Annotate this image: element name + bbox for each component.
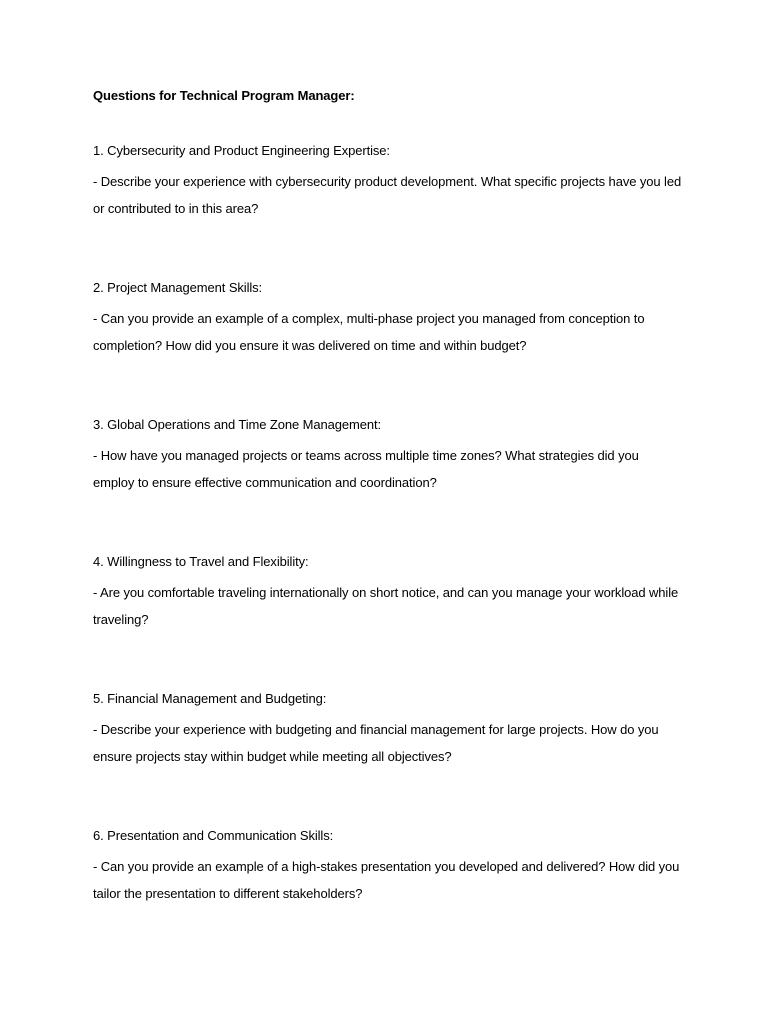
question-section-6	[93, 826, 683, 907]
question-section-5	[93, 689, 683, 770]
section-question: - How have you managed projects or teams across multiple time zones? What strategies did you employ to ensure effective communication and coordination?	[93, 448, 639, 490]
section-question: - Describe your experience with cybersecurity product development. What specific projects have you led or contributed to in this area?	[93, 174, 682, 216]
document-body	[93, 86, 683, 963]
section-question: - Can you provide an example of a complex, multi-phase project you managed from conception to completion? How did you ensure it was delivered on time and within budget?	[93, 311, 645, 353]
question-list	[93, 141, 683, 907]
section-question: - Are you comfortable traveling internationally on short notice, and can you manage your workload while traveling?	[93, 585, 679, 627]
document-title: Questions for Technical Program Manager:	[93, 88, 355, 103]
question-section-3	[93, 415, 683, 496]
question-section-4	[93, 552, 683, 633]
section-heading: 3. Global Operations and Time Zone Management:	[93, 417, 382, 432]
section-heading: 4. Willingness to Travel and Flexibility:	[93, 554, 309, 569]
question-section-2	[93, 278, 683, 359]
section-heading: 6. Presentation and Communication Skills:	[93, 828, 334, 843]
section-heading: 1. Cybersecurity and Product Engineering Expertise:	[93, 143, 390, 158]
section-heading: 5. Financial Management and Budgeting:	[93, 691, 327, 706]
section-heading: 2. Project Management Skills:	[93, 280, 263, 295]
section-question: - Can you provide an example of a high-stakes presentation you developed and delivered? How did you tailor the presentation to different stakeholders?	[93, 859, 680, 901]
question-section-1	[93, 141, 683, 222]
section-question: - Describe your experience with budgeting and financial management for large projects. How do you ensure projects stay within budget while meeting all objectives?	[93, 722, 659, 764]
